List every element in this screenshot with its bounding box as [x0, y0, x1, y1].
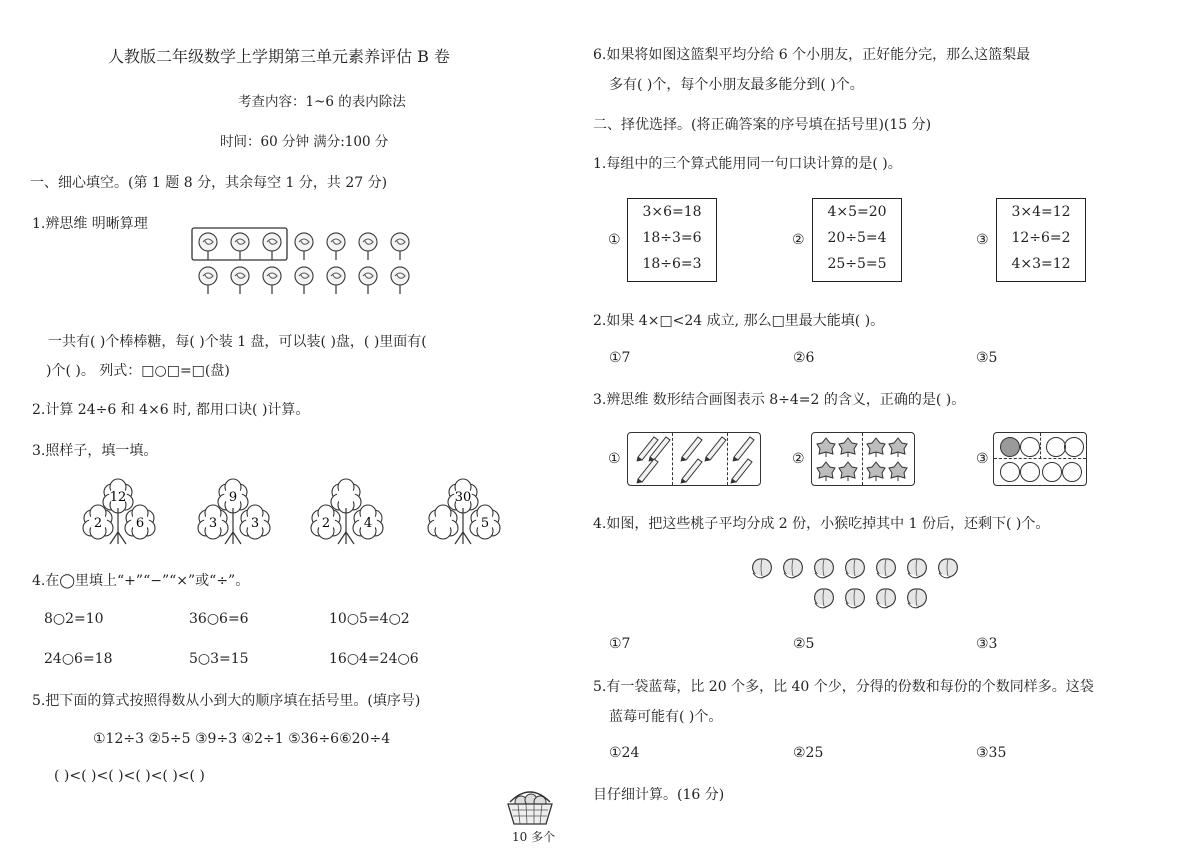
- q1-title: 1.辨思维 明晰算理: [32, 216, 148, 232]
- leaf-icon: [817, 438, 835, 457]
- pencil-icon: [731, 459, 752, 483]
- clover-top-number: 12: [109, 490, 127, 505]
- peach-icon: [908, 559, 927, 578]
- c1-box-3-line-2: 12÷6=2: [1011, 230, 1071, 246]
- q4-item-1: 8○2=10: [44, 611, 104, 627]
- q4-item-2: 36○6=6: [189, 611, 249, 627]
- c2-option-1: ①7: [609, 350, 631, 366]
- exam-time: 时间：60 分钟 满分:100 分: [220, 134, 389, 150]
- q1-line-2: )个( )。 列式：□○□=□(盘): [46, 363, 230, 379]
- c1-box-1-line-1: 3×6=18: [642, 204, 702, 220]
- c5-option-1: ①24: [609, 745, 640, 761]
- c1-box-3-line-1: 3×4=12: [1011, 204, 1071, 220]
- lollipop-icon: [295, 233, 313, 260]
- q3-text: 3.照样子，填一填。: [32, 443, 158, 459]
- clover-left-number: 3: [208, 516, 218, 531]
- c1-label-1: ①: [608, 232, 621, 248]
- c3-circle-box: [993, 432, 1087, 486]
- leaf-icon: [817, 462, 835, 481]
- pencil-icon: [705, 437, 726, 461]
- q5-text: 5.把下面的算式按照得数从小到大的顺序填在括号里。(填序号): [32, 693, 421, 709]
- c3-leaf-box: [811, 432, 915, 486]
- c1-box-1-line-2: 18÷3=6: [642, 230, 702, 246]
- choice-5-line-2: 蓝莓可能有( )个。: [609, 709, 723, 725]
- c1-box-3: [996, 198, 1086, 282]
- clover-left-number: 2: [93, 516, 103, 531]
- lollipop-icon: [391, 267, 409, 294]
- pear-basket-icon: [504, 788, 556, 826]
- q4-item-5: 5○3=15: [189, 651, 249, 667]
- q6-line-1: 6.如果将如图这篮梨平均分给 6 个小朋友，正好能分完，那么这篮梨最: [593, 47, 1031, 63]
- peach-illustration: [746, 552, 976, 614]
- q6-line-2: 多有( )个，每个小朋友最多能分到( )个。: [609, 77, 864, 93]
- c1-label-2: ②: [792, 232, 805, 248]
- peach-icon: [877, 589, 896, 608]
- peach-icon: [908, 589, 927, 608]
- c1-box-2: [812, 198, 902, 282]
- lollipop-icon: [263, 267, 281, 294]
- basket-label: 10 多个: [512, 830, 556, 844]
- lollipop-icon: [199, 267, 217, 294]
- c5-option-2: ②25: [793, 745, 824, 761]
- peach-icon: [753, 559, 772, 578]
- clover-diagram: [425, 478, 505, 550]
- peach-icon: [815, 559, 834, 578]
- q4-text: 4.在◯里填上“+”“−”“×”或“÷”。: [32, 573, 250, 589]
- c1-box-3-line-3: 4×3=12: [1011, 256, 1071, 272]
- clover-top-number: 9: [228, 490, 238, 505]
- lollipop-icon: [263, 233, 281, 260]
- q5-options: ①12÷3 ②5÷5 ③9÷3 ④2÷1 ⑤36÷6⑥20÷4: [93, 731, 391, 747]
- clover-left-number: 2: [321, 516, 331, 531]
- section-2-heading: 二、择优选择。(将正确答案的序号填在括号里)(15 分): [593, 117, 932, 133]
- q1-line-1: 一共有( )个棒棒糖，每( )个装 1 盘，可以装( )盘，( )里面有(: [48, 334, 427, 350]
- clover-right-number: 4: [363, 516, 373, 531]
- pencil-icon: [733, 437, 754, 461]
- q5-answer-blanks: ( )<( )<( )<( )<( )<( ): [54, 768, 205, 784]
- section-3-heading: 目仔细计算。(16 分): [593, 787, 725, 803]
- c1-box-2-line-3: 25÷5=5: [827, 256, 887, 272]
- pencil-icon: [681, 459, 702, 483]
- clover-row: [80, 478, 490, 550]
- page-title: 人教版二年级数学上学期第三单元素养评估 B 卷: [108, 47, 450, 66]
- leaf-icon: [889, 462, 907, 481]
- lollipop-icon: [359, 233, 377, 260]
- c2-option-2: ②6: [793, 350, 815, 366]
- lollipop-illustration: [192, 228, 402, 298]
- c1-box-2-line-2: 20÷5=4: [827, 230, 887, 246]
- peach-icon: [784, 559, 803, 578]
- c4-option-1: ①7: [609, 636, 631, 652]
- lollipop-icon: [295, 267, 313, 294]
- choice-1-text: 1.每组中的三个算式能用同一句口诀计算的是( )。: [593, 156, 902, 172]
- leaf-icon: [839, 438, 857, 457]
- c1-box-1: [627, 198, 717, 282]
- choice-2-text: 2.如果 4×□<24 成立, 那么□里最大能填( )。: [593, 313, 885, 329]
- choice-3-text: 3.辨思维 数形结合画图表示 8÷4=2 的含义，正确的是( )。: [593, 392, 966, 408]
- clover-diagram: [195, 478, 275, 550]
- c1-box-2-line-1: 4×5=20: [827, 204, 887, 220]
- lollipop-icon: [231, 267, 249, 294]
- c5-option-3: ③35: [976, 745, 1007, 761]
- q4-item-6: 16○4=24○6: [329, 651, 419, 667]
- q2-text: 2.计算 24÷6 和 4×6 时, 都用口诀( )计算。: [32, 402, 310, 418]
- clover-diagram: [80, 478, 160, 550]
- clover-top-number: 30: [454, 490, 472, 505]
- q4-item-3: 10○5=4○2: [329, 611, 410, 627]
- lollipop-icon: [231, 233, 249, 260]
- c1-label-3: ③: [976, 232, 989, 248]
- c3-label-2: ②: [792, 451, 805, 467]
- clover-right-number: 6: [135, 516, 145, 531]
- choice-4-text: 4.如图，把这些桃子平均分成 2 份，小猴吃掉其中 1 份后，还剩下( )个。: [593, 516, 1050, 532]
- clover-diagram: [308, 478, 388, 550]
- pencil-icon: [637, 459, 658, 483]
- lollipop-icon: [359, 267, 377, 294]
- pencil-icon: [681, 437, 702, 461]
- peach-icon: [846, 559, 865, 578]
- c3-label-1: ①: [608, 451, 621, 467]
- c2-option-3: ③5: [976, 350, 998, 366]
- choice-5-line-1: 5.有一袋蓝莓，比 20 个多，比 40 个少，分得的份数和每份的个数同样多。这袋: [593, 679, 1094, 695]
- clover-right-number: 5: [480, 516, 490, 531]
- c4-option-2: ②5: [793, 636, 815, 652]
- peach-icon: [815, 589, 834, 608]
- exam-content: 考查内容：1~6 的表内除法: [238, 94, 406, 110]
- leaf-icon: [889, 438, 907, 457]
- lollipop-icon: [327, 233, 345, 260]
- c3-pencil-box: [627, 432, 761, 486]
- section-1-heading: 一、细心填空。(第 1 题 8 分，其余每空 1 分，共 27 分): [30, 175, 388, 191]
- clover-leaf: [331, 479, 361, 513]
- c1-box-1-line-3: 18÷6=3: [642, 256, 702, 272]
- leaf-icon: [839, 462, 857, 481]
- leaf-icon: [867, 438, 885, 457]
- peach-icon: [939, 559, 958, 578]
- lollipop-icon: [391, 233, 409, 260]
- lollipop-icon: [327, 267, 345, 294]
- c3-label-3: ③: [976, 451, 989, 467]
- leaf-icon: [867, 462, 885, 481]
- c4-option-3: ③3: [976, 636, 998, 652]
- peach-icon: [846, 589, 865, 608]
- clover-right-number: 3: [250, 516, 260, 531]
- q4-item-4: 24○6=18: [44, 651, 113, 667]
- lollipop-icon: [199, 233, 217, 260]
- peach-icon: [877, 559, 896, 578]
